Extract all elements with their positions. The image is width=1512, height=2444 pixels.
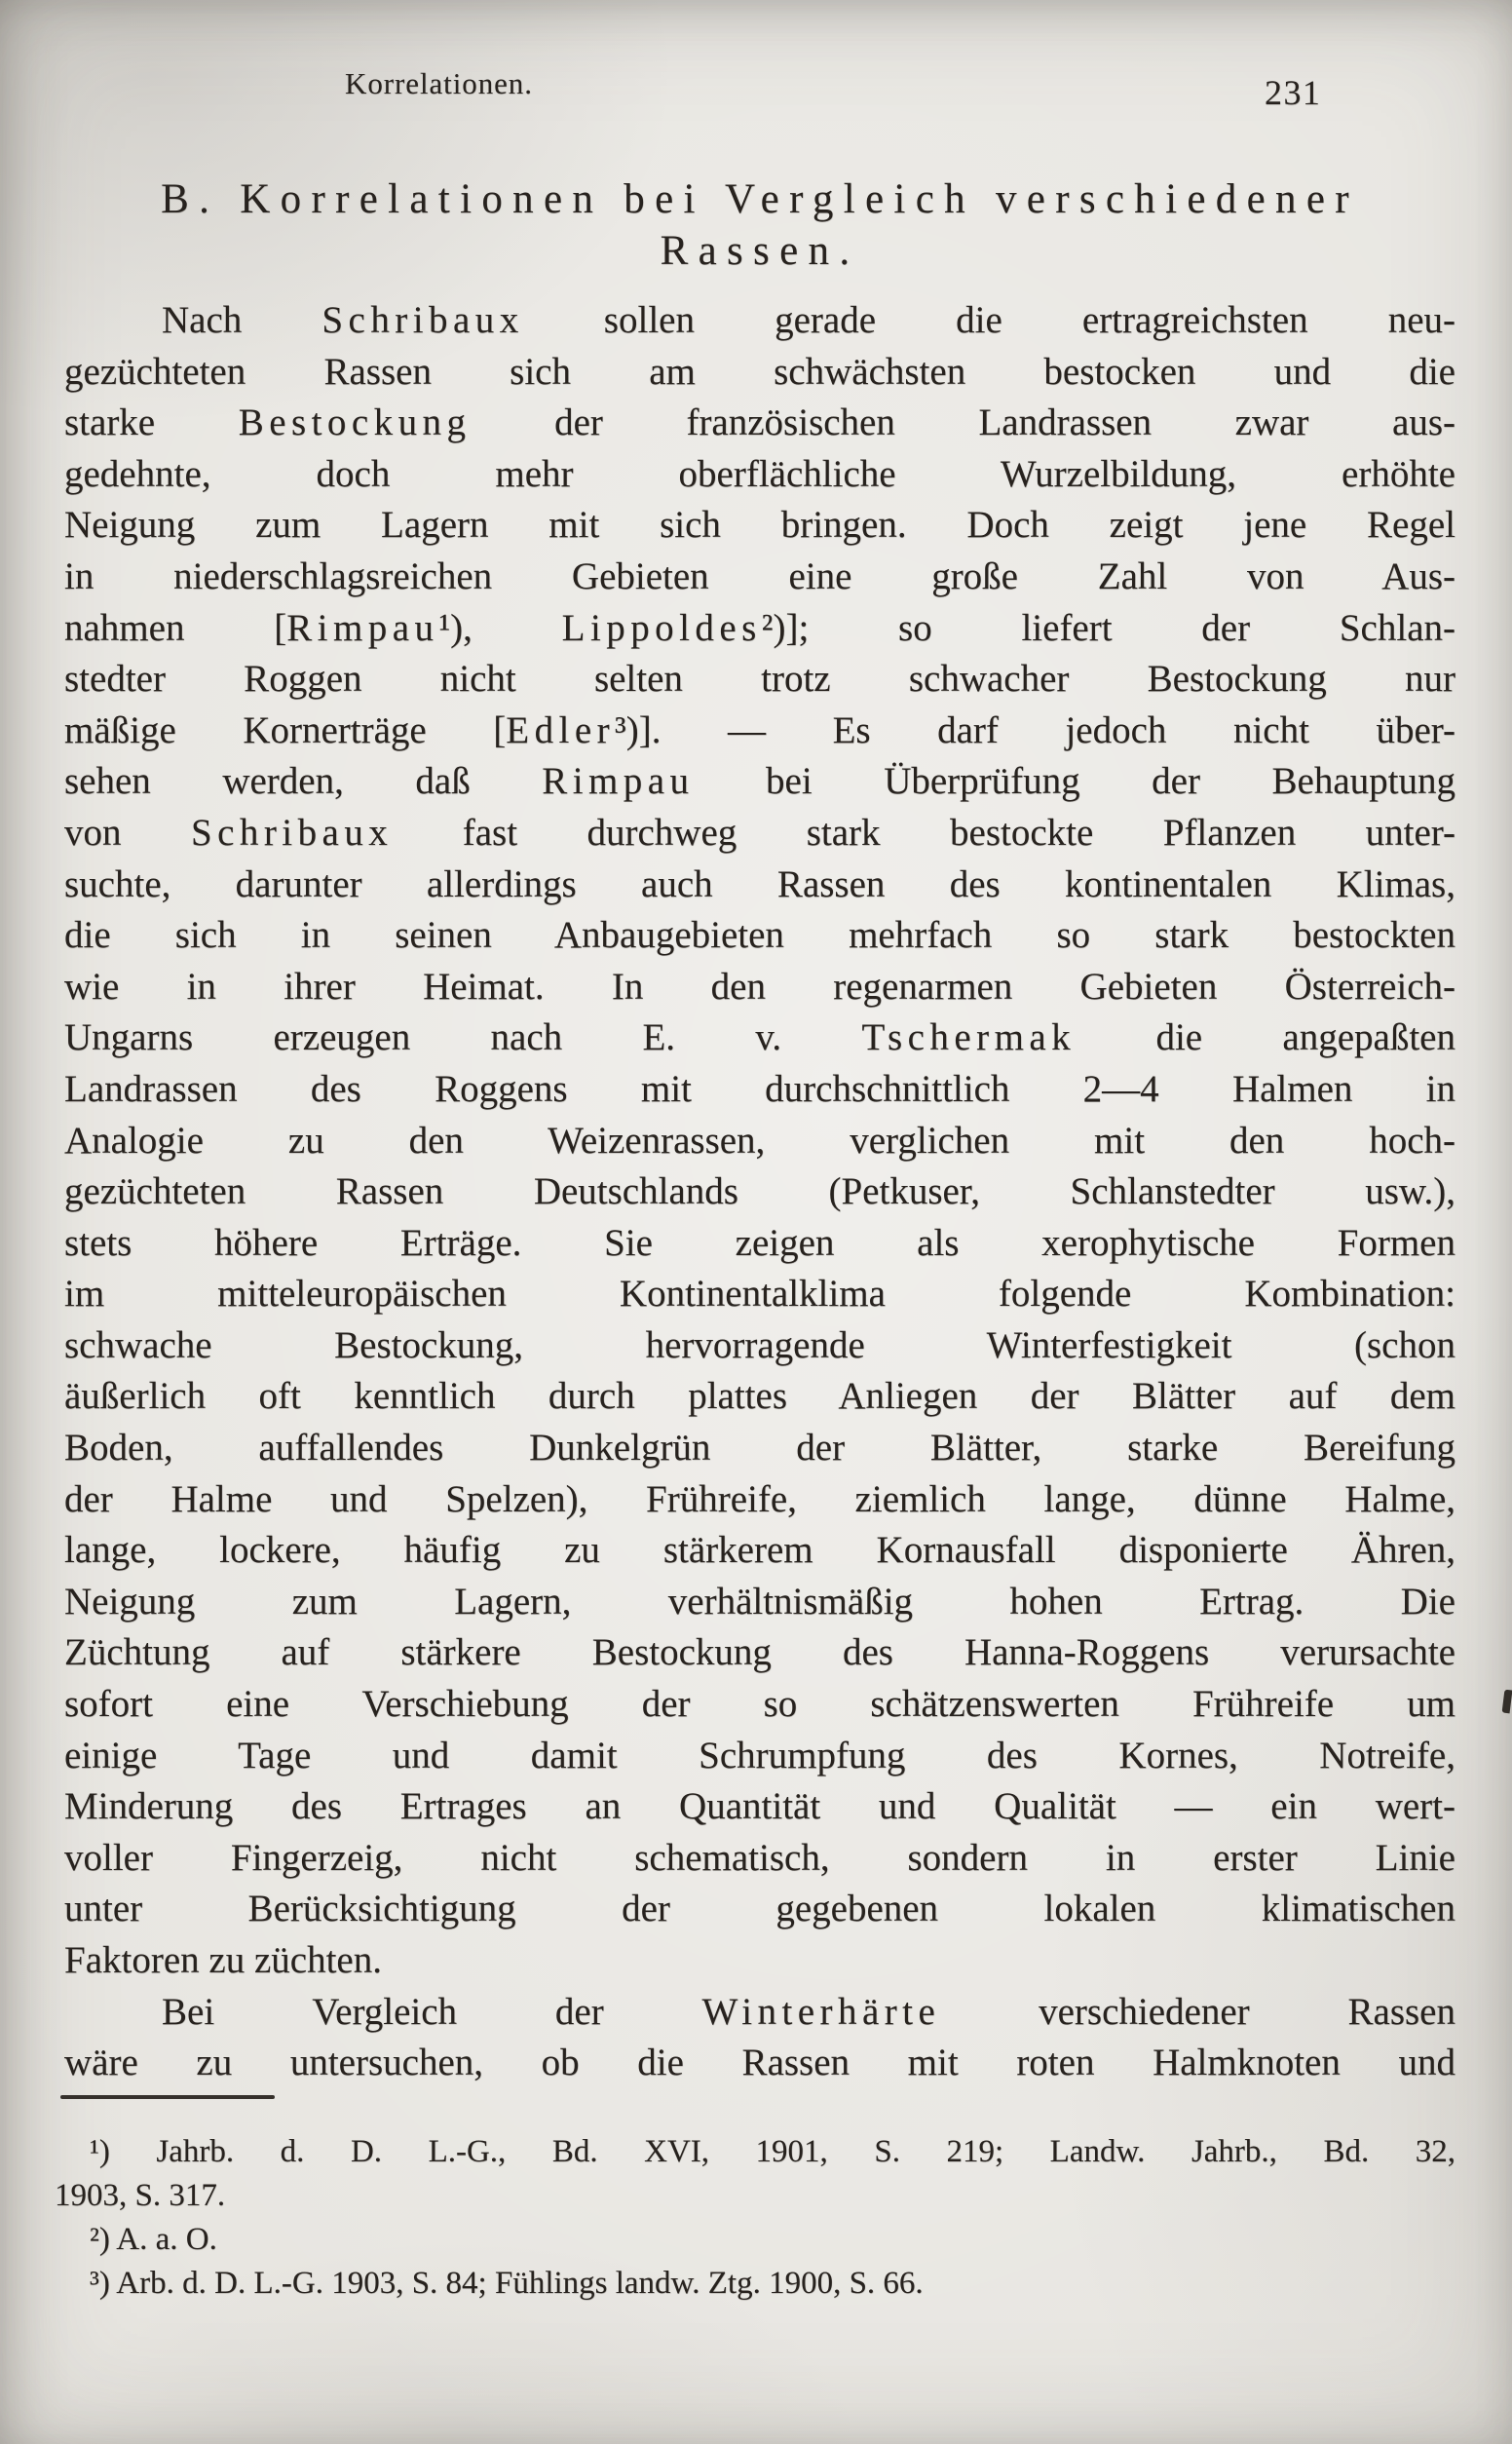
text-line	[64, 1987, 1455, 2039]
text-line	[64, 1166, 1455, 1218]
text-segment: Neigung zum Lagern mit sich bringen. Doch zeigt jene Regel	[64, 504, 1455, 547]
text-segment: unter Berücksichtigung der gegebenen lokalen klimatischen	[64, 1888, 1455, 1930]
text-segment: gedehnte, doch mehr oberflächliche Wurzelbildung, erhöhte	[64, 452, 1455, 495]
text-line	[64, 1935, 1455, 1987]
text-segment: gezüchteten Rassen sich am schwächsten bestocken und die	[64, 350, 1455, 393]
text-segment: einige Tage und damit Schrumpfung des Kornes, Notreife,	[64, 1734, 1455, 1776]
text-line	[64, 756, 1455, 808]
text-segment: Bei Vergleich der	[162, 1990, 702, 2033]
text-line	[64, 1269, 1455, 1320]
text-line	[64, 1218, 1455, 1270]
text-segment: Züchtung auf stärkere Bestockung des Hanna-Roggens verursachte	[64, 1631, 1455, 1674]
text-segment: der Halme und Spelzen), Frühreife, ziemlich lange, dünne Halme,	[64, 1477, 1455, 1520]
text-segment: äußerlich oft kenntlich durch plattes Anliegen der Blätter auf dem	[64, 1375, 1455, 1418]
text-line	[64, 1884, 1455, 1935]
text-segment: bei Überprüfung der Behauptung	[694, 760, 1455, 803]
text-segment: Boden, auffallendes Dunkelgrün der Blätter, starke Bereifung	[64, 1427, 1455, 1470]
letterspaced-text: Schribaux	[321, 299, 524, 341]
text-segment: sehen werden, daß	[64, 760, 543, 803]
text-segment: nahmen [	[64, 606, 287, 649]
text-line	[64, 1577, 1455, 1628]
text-segment: sollen gerade die ertragreichsten neu-	[523, 299, 1455, 341]
text-segment: von	[64, 811, 191, 854]
letterspaced-text: Tschermak	[861, 1016, 1077, 1059]
text-segment: ³) Arb. d. D. L.-G. 1903, S. 84; Fühlings landw. Ztg. 1900, S. 66.	[90, 2266, 924, 2301]
text-segment: der französischen Landrassen zwar aus-	[471, 401, 1455, 444]
text-segment: gezüchteten Rassen Deutschlands (Petkuser, Schlanstedter usw.),	[64, 1170, 1455, 1213]
section-heading-line1	[64, 173, 1455, 225]
text-segment: starke	[64, 401, 239, 444]
text-segment: im mitteleuropäischen Kontinentalklima folgende Kombination:	[64, 1273, 1455, 1316]
text-line	[64, 1423, 1455, 1474]
text-segment: Neigung zum Lagern, verhältnismäßig hohen Ertrag. Die	[64, 1580, 1455, 1623]
running-head-title: Korrelationen.	[345, 66, 533, 100]
text-line	[64, 603, 1455, 655]
text-line	[64, 295, 1455, 347]
text-line	[64, 962, 1455, 1013]
text-segment: Landrassen des Roggens mit durchschnittlich 2—4 Halmen in	[64, 1067, 1455, 1110]
text-segment: Ungarns erzeugen nach E. v.	[64, 1016, 862, 1059]
text-line	[64, 1474, 1455, 1526]
text-line	[64, 449, 1455, 501]
text-line	[64, 1679, 1455, 1731]
footnotes	[55, 2130, 1455, 2306]
letterspaced-text: Schribaux	[190, 811, 394, 854]
section-heading	[64, 173, 1455, 277]
text-line	[64, 1064, 1455, 1116]
letterspaced-text: Bestockung	[238, 401, 472, 444]
footnote-divider	[60, 2095, 275, 2099]
text-segment: ¹),	[438, 606, 562, 649]
letterspaced-text: Winterhärte	[701, 1990, 941, 2033]
text-segment: schwache Bestockung, hervorragende Winterfestigkeit (schon	[64, 1323, 1455, 1366]
text-segment: wäre zu untersuchen, ob die Rassen mit roten Halmknoten und	[64, 2042, 1455, 2084]
text-segment: in niederschlagsreichen Gebieten eine große Zahl von Aus-	[64, 554, 1455, 597]
text-line	[64, 706, 1455, 757]
footnote-line	[55, 2218, 1455, 2262]
text-line	[64, 1627, 1455, 1679]
text-line	[64, 347, 1455, 399]
letterspaced-text: Lippoldes	[561, 606, 762, 649]
text-segment: mäßige Kornerträge [	[64, 708, 507, 751]
text-segment: Analogie zu den Weizenrassen, verglichen mit den hoch-	[64, 1119, 1455, 1162]
text-line	[64, 1012, 1455, 1064]
text-line	[64, 1833, 1455, 1885]
text-line	[64, 910, 1455, 962]
text-line	[64, 500, 1455, 552]
text-segment: lange, lockere, häufig zu stärkerem Kornausfall disponierte Ähren,	[64, 1529, 1455, 1572]
body-text	[64, 295, 1455, 2089]
footnote-line	[55, 2262, 1455, 2306]
section-heading-line2	[64, 225, 1455, 277]
text-segment: die sich in seinen Anbaugebieten mehrfach so stark bestockten	[64, 914, 1455, 957]
text-line	[64, 1781, 1455, 1833]
text-segment: suchte, darunter allerdings auch Rassen des kontinentalen Klimas,	[64, 862, 1455, 905]
text-line	[64, 859, 1455, 911]
text-segment: Minderung des Ertrages an Quantität und Qualität — ein wert-	[64, 1785, 1455, 1828]
text-line	[64, 552, 1455, 603]
text-segment: stedter Roggen nicht selten trotz schwacher Bestockung nur	[64, 658, 1455, 701]
scan-artifact-mark	[1502, 1690, 1512, 1714]
text-segment: ³)]. — Es darf jedoch nicht über-	[615, 708, 1455, 751]
text-line	[64, 1116, 1455, 1167]
text-line	[64, 1320, 1455, 1372]
page-number: 231	[1265, 73, 1322, 112]
text-segment: 1903, S. 317.	[55, 2178, 226, 2213]
footnote-line	[55, 2130, 1455, 2174]
text-segment: stets höhere Erträge. Sie zeigen als xerophytische Formen	[64, 1221, 1455, 1264]
text-line	[64, 2038, 1455, 2089]
text-segment: Nach	[162, 299, 322, 341]
text-segment: voller Fingerzeig, nicht schematisch, sondern in erster Linie	[64, 1836, 1455, 1879]
text-segment: ²) A. a. O.	[90, 2222, 217, 2257]
text-segment: Faktoren zu züchten.	[64, 1939, 382, 1981]
text-segment: fast durchweg stark bestockte Pflanzen unter-	[393, 811, 1456, 854]
text-line	[64, 808, 1455, 859]
letterspaced-text: Edler	[506, 708, 616, 751]
text-segment: die angepaßten	[1076, 1016, 1455, 1059]
letterspaced-text: Rassen.	[660, 228, 860, 274]
text-segment: sofort eine Verschiebung der so schätzenswerten Frühreife um	[64, 1683, 1455, 1726]
letterspaced-text: Rimpau	[286, 606, 439, 649]
text-segment: wie in ihrer Heimat. In den regenarmen Gebieten Österreich-	[64, 965, 1455, 1008]
text-segment: ²)]; so liefert der Schlan-	[761, 606, 1455, 649]
text-line	[64, 398, 1455, 449]
text-line	[64, 654, 1455, 706]
text-segment: verschiedener Rassen	[940, 1990, 1455, 2033]
letterspaced-text: Rimpau	[542, 760, 695, 803]
text-line	[64, 1371, 1455, 1423]
text-line	[64, 1731, 1455, 1782]
letterspaced-text: B. Korrelationen bei Vergleich verschiedener	[161, 176, 1359, 222]
text-segment: ¹) Jahrb. d. D. L.-G., Bd. XVI, 1901, S. 219; Landw. Jahrb., Bd. 32,	[90, 2134, 1455, 2169]
footnote-line	[55, 2174, 1455, 2218]
text-line	[64, 1525, 1455, 1577]
